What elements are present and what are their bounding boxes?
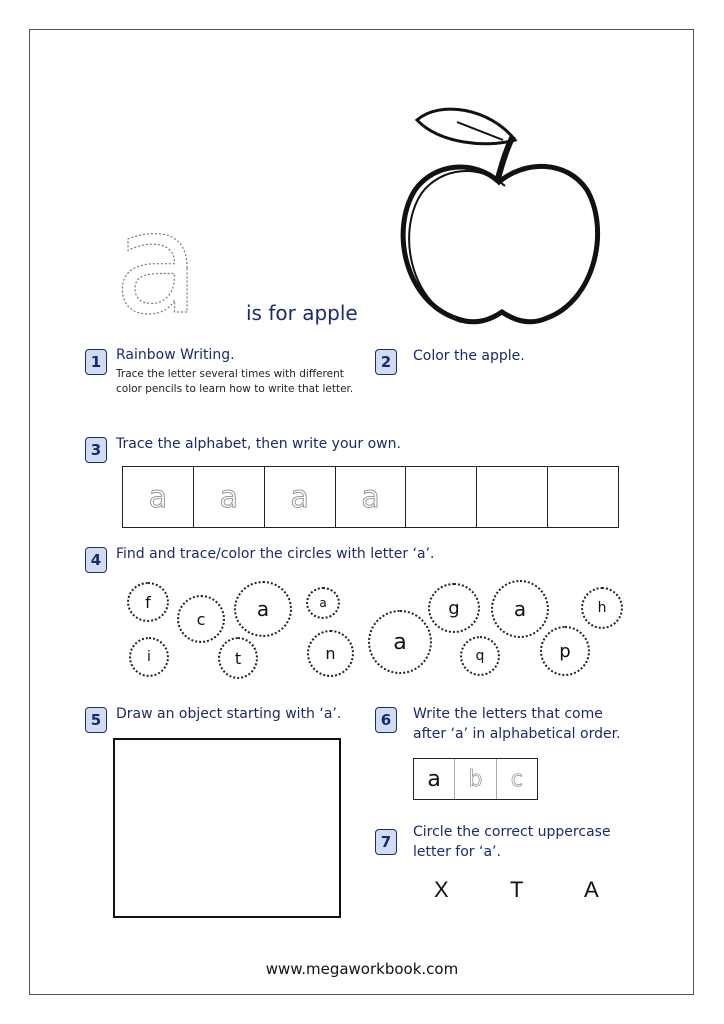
step-6-title-line2: after ‘a’ in alphabetical order. — [413, 726, 621, 742]
letter-bubble[interactable]: p — [540, 626, 590, 676]
letter-bubble[interactable]: n — [307, 630, 354, 677]
letter-bubble[interactable]: h — [581, 587, 623, 629]
letter-bubble[interactable]: i — [129, 637, 169, 677]
step-4-badge: 4 — [85, 547, 107, 573]
uppercase-choice[interactable]: A — [584, 877, 599, 902]
write-cell[interactable] — [548, 467, 618, 527]
sequence-cell-trace[interactable]: b — [455, 759, 496, 799]
write-cell[interactable] — [406, 467, 477, 527]
step-5-title: Draw an object starting with ‘a’. — [116, 706, 342, 722]
step-4-title: Find and trace/color the circles with letter ‘a’. — [116, 546, 435, 562]
sequence-cell-given: a — [414, 759, 455, 799]
uppercase-choice[interactable]: T — [510, 877, 524, 902]
step-3-title: Trace the alphabet, then write your own. — [116, 436, 401, 452]
trace-cell[interactable]: a — [336, 467, 407, 527]
step-6-title-line1: Write the letters that come — [413, 706, 603, 722]
write-cell[interactable] — [477, 467, 548, 527]
letter-bubble[interactable]: q — [460, 636, 500, 676]
letter-bubble[interactable]: a — [306, 587, 340, 619]
step-1-badge: 1 — [85, 349, 107, 375]
step-2-badge: 2 — [375, 349, 397, 375]
svg-text:a: a — [114, 214, 200, 326]
step-7-title-line2: letter for ‘a’. — [413, 844, 501, 860]
letter-bubble[interactable]: g — [428, 583, 480, 633]
letter-bubble[interactable]: f — [127, 582, 169, 622]
tagline: is for apple — [246, 301, 358, 325]
letter-bubble[interactable]: a — [368, 610, 432, 674]
sequence-row — [413, 758, 538, 800]
letter-bubble[interactable]: a — [491, 580, 549, 638]
apple-drawing — [395, 100, 610, 330]
step-1-title: Rainbow Writing. — [116, 347, 235, 363]
step-2-title: Color the apple. — [413, 348, 525, 364]
trace-cell[interactable]: a — [194, 467, 265, 527]
letter-bubble[interactable]: t — [218, 637, 258, 679]
step-1-detail-line1: Trace the letter several times with different — [116, 368, 344, 380]
step-7-title-line1: Circle the correct uppercase — [413, 824, 611, 840]
step-1-detail-line2: color pencils to learn how to write that letter. — [116, 383, 354, 395]
trace-cell[interactable]: a — [123, 467, 194, 527]
trace-cell[interactable]: a — [265, 467, 336, 527]
step-5-badge: 5 — [85, 707, 107, 733]
big-letter-outline — [112, 214, 232, 326]
uppercase-choice[interactable]: X — [434, 877, 449, 902]
step-3-badge: 3 — [85, 437, 107, 463]
drawing-area[interactable] — [113, 738, 341, 918]
step-6-badge: 6 — [375, 707, 397, 733]
letter-bubble[interactable]: a — [234, 581, 292, 637]
sequence-cell-trace[interactable]: c — [510, 766, 523, 792]
footer-url[interactable]: www.megaworkbook.com — [265, 960, 459, 978]
letter-bubble[interactable]: c — [177, 595, 225, 643]
trace-row — [122, 466, 619, 528]
step-7-badge: 7 — [375, 829, 397, 855]
